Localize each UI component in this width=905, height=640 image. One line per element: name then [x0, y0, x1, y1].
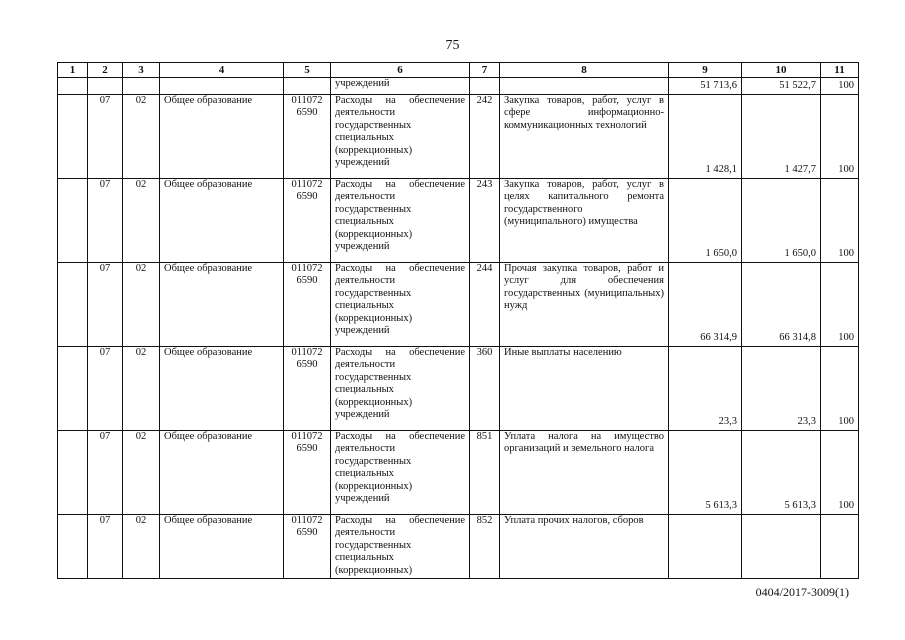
table-cell: 23,3: [742, 347, 821, 431]
table-cell: 51 522,7: [742, 78, 821, 95]
table-cell: 100: [821, 95, 859, 179]
cell-line: государственных: [335, 119, 412, 131]
column-header: 8: [500, 63, 669, 78]
code-line: 011072: [291, 347, 323, 358]
table-cell: 07: [88, 263, 123, 347]
table-cell: 1 650,0: [742, 179, 821, 263]
table-cell: [284, 179, 331, 263]
table-cell: 100: [821, 347, 859, 431]
code-line: 011072: [291, 263, 323, 274]
table-row: [58, 179, 859, 263]
table-cell: [284, 263, 331, 347]
cell-line: деятельности: [335, 275, 396, 287]
table-cell: учреждений: [331, 78, 470, 95]
table-cell: [284, 431, 331, 515]
table-row: [58, 431, 859, 515]
code-line: 6590: [296, 275, 318, 287]
table-row: [58, 95, 859, 179]
table-row: [58, 515, 859, 579]
table-cell: Общее образование: [160, 431, 284, 515]
cell-line: государственных: [335, 371, 412, 383]
column-header: 7: [470, 63, 500, 78]
table-cell: [669, 515, 742, 579]
table-cell: 02: [123, 347, 160, 431]
code-line: 6590: [296, 191, 318, 203]
table-cell: Общее образование: [160, 95, 284, 179]
table-cell: [58, 263, 88, 347]
table-cell: [331, 515, 470, 579]
table-cell: [331, 179, 470, 263]
table-cell: 66 314,8: [742, 263, 821, 347]
table-cell: 07: [88, 515, 123, 579]
column-header: 11: [821, 63, 859, 78]
cell-line: деятельности: [335, 527, 396, 539]
cell-line: учреждений: [335, 325, 390, 337]
document-code: 0404/2017-3009(1): [755, 585, 849, 599]
column-header: 6: [331, 63, 470, 78]
cell-line: специальных: [335, 384, 394, 396]
table-cell: [58, 179, 88, 263]
table-cell: Закупка товаров, работ, услуг в сфере информационно-коммуникационных технологий: [500, 95, 669, 179]
table-cell: [58, 515, 88, 579]
code-line: 6590: [296, 527, 318, 539]
table-cell: [500, 78, 669, 95]
table-cell: Прочая закупка товаров, работ и услуг для обеспечения государственных (муниципальных) нужд: [500, 263, 669, 347]
cell-line: специальных: [335, 552, 394, 564]
table-cell: 100: [821, 263, 859, 347]
table-cell: Закупка товаров, работ, услуг в целях капитального ремонта государственного (муниципального) имущества: [500, 179, 669, 263]
table-cell: 1 427,7: [742, 95, 821, 179]
code-line: 6590: [296, 359, 318, 371]
cell-line: деятельности: [335, 359, 396, 371]
column-header: 2: [88, 63, 123, 78]
table-cell: Общее образование: [160, 179, 284, 263]
table-cell: [284, 95, 331, 179]
table-cell: 07: [88, 95, 123, 179]
column-header: 1: [58, 63, 88, 78]
table-cell: [58, 431, 88, 515]
cell-line: учреждений: [335, 493, 390, 505]
table-cell: 360: [470, 347, 500, 431]
table-row: [58, 263, 859, 347]
code-line: 6590: [296, 107, 318, 119]
table-cell: Иные выплаты населению: [500, 347, 669, 431]
table-cell: 100: [821, 431, 859, 515]
cell-line: специальных: [335, 216, 394, 228]
table-cell: 07: [88, 347, 123, 431]
code-line: 6590: [296, 443, 318, 455]
table-cell: 5 613,3: [669, 431, 742, 515]
table-cell: Уплата прочих налогов, сборов: [500, 515, 669, 579]
cell-line: Расходы на обеспечение: [335, 431, 465, 442]
table-cell: 02: [123, 179, 160, 263]
cell-line: Расходы на обеспечение: [335, 95, 465, 106]
code-line: 011072: [291, 179, 323, 190]
table-cell: 100: [821, 78, 859, 95]
table-cell: [331, 263, 470, 347]
table-cell: [331, 431, 470, 515]
table-cell: [160, 78, 284, 95]
cell-line: специальных: [335, 468, 394, 480]
code-line: 011072: [291, 431, 323, 442]
table-cell: 242: [470, 95, 500, 179]
table-cell: [123, 78, 160, 95]
code-line: 011072: [291, 95, 323, 106]
column-header: 4: [160, 63, 284, 78]
cell-line: государственных: [335, 455, 412, 467]
table-cell: [284, 515, 331, 579]
table-cell: 23,3: [669, 347, 742, 431]
table-cell: 1 428,1: [669, 95, 742, 179]
cell-line: Расходы на обеспечение: [335, 347, 465, 358]
table-cell: 66 314,9: [669, 263, 742, 347]
table-cell: Общее образование: [160, 263, 284, 347]
cell-line: учреждений: [335, 409, 390, 421]
table-cell: 02: [123, 515, 160, 579]
table-cell: Уплата налога на имущество организаций и земельного налога: [500, 431, 669, 515]
cell-line: Расходы на обеспечение: [335, 515, 465, 526]
table-cell: 1 650,0: [669, 179, 742, 263]
table-cell: 243: [470, 179, 500, 263]
table-cell: [742, 515, 821, 579]
cell-line: учреждений: [335, 157, 390, 169]
cell-line: специальных: [335, 300, 394, 312]
table-cell: 852: [470, 515, 500, 579]
table-cell: [284, 78, 331, 95]
code-line: 011072: [291, 515, 323, 526]
cell-line: (коррекционных): [335, 396, 413, 408]
table-header: [58, 63, 859, 78]
table-cell: 851: [470, 431, 500, 515]
cell-line: государственных: [335, 203, 412, 215]
table-cell: 51 713,6: [669, 78, 742, 95]
table-cell: 02: [123, 431, 160, 515]
table-cell: [284, 347, 331, 431]
cell-line: Расходы на обеспечение: [335, 263, 465, 274]
table-cell: [470, 78, 500, 95]
cell-line: специальных: [335, 132, 394, 144]
cell-line: деятельности: [335, 443, 396, 455]
table-cell: [58, 347, 88, 431]
cell-line: (коррекционных): [335, 480, 413, 492]
table-cell: 5 613,3: [742, 431, 821, 515]
column-header: 9: [669, 63, 742, 78]
table-cell: [821, 515, 859, 579]
table-cell: 07: [88, 179, 123, 263]
column-header: 3: [123, 63, 160, 78]
table-cell: [331, 347, 470, 431]
cell-line: (коррекционных): [335, 312, 413, 324]
cell-line: (коррекционных): [335, 564, 413, 576]
cell-line: деятельности: [335, 191, 396, 203]
continuation-row: [58, 78, 859, 95]
column-header: 10: [742, 63, 821, 78]
page-number: 75: [445, 38, 460, 53]
table-cell: [58, 78, 88, 95]
table-cell: 02: [123, 263, 160, 347]
cell-line: Расходы на обеспечение: [335, 179, 465, 190]
budget-table: [57, 62, 859, 579]
table-cell: 100: [821, 179, 859, 263]
table-cell: 07: [88, 431, 123, 515]
table-cell: 244: [470, 263, 500, 347]
table-cell: [331, 95, 470, 179]
table-cell: Общее образование: [160, 347, 284, 431]
cell-line: государственных: [335, 539, 412, 551]
table-cell: Общее образование: [160, 515, 284, 579]
cell-line: государственных: [335, 287, 412, 299]
table-row: [58, 347, 859, 431]
table-cell: [58, 95, 88, 179]
cell-line: деятельности: [335, 107, 396, 119]
cell-line: (коррекционных): [335, 144, 413, 156]
cell-line: (коррекционных): [335, 228, 413, 240]
column-header: 5: [284, 63, 331, 78]
table-cell: 02: [123, 95, 160, 179]
table-cell: [88, 78, 123, 95]
cell-line: учреждений: [335, 241, 390, 253]
